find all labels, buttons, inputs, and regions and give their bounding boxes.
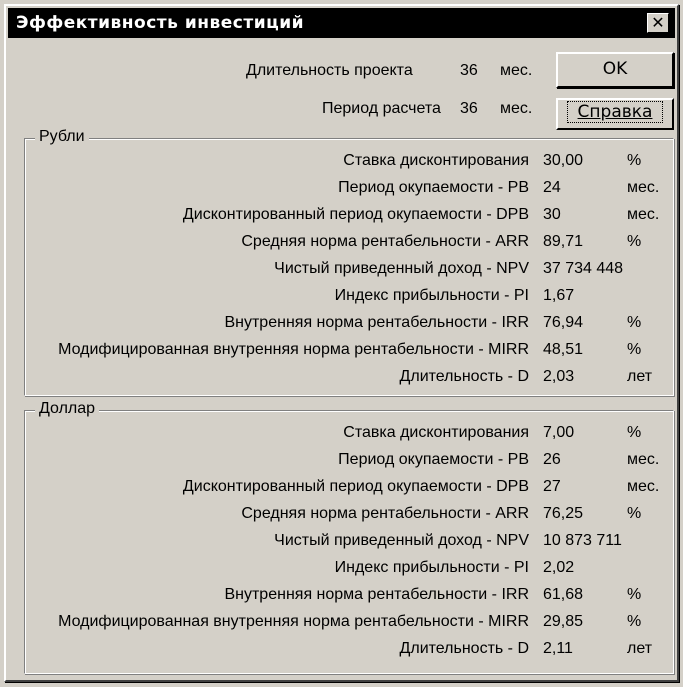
metric-row bbox=[25, 311, 675, 338]
metric-value: 24 bbox=[543, 179, 561, 196]
metric-value: 30 bbox=[543, 206, 561, 223]
metric-label: Дисконтированный период окупаемости - DPB bbox=[182, 206, 529, 223]
metric-row bbox=[25, 230, 675, 257]
metric-label: Модифицированная внутренняя норма рентабельности - MIRR bbox=[58, 613, 529, 630]
metric-label: Ставка дисконтирования bbox=[343, 152, 529, 169]
metric-unit: % bbox=[627, 314, 642, 331]
dialog-title: Эффективность инвестиций bbox=[16, 13, 305, 33]
metric-row bbox=[25, 475, 675, 502]
ok-button[interactable]: OK bbox=[556, 52, 674, 88]
metric-value: 2,11 bbox=[543, 640, 573, 657]
calc-period-label: Период расчета bbox=[322, 100, 441, 117]
calc-period-unit: мес. bbox=[500, 100, 533, 117]
metric-unit: мес. bbox=[627, 451, 660, 468]
metric-unit: % bbox=[627, 586, 642, 603]
metric-row bbox=[25, 149, 675, 176]
metric-label: Внутренняя норма рентабельности - IRR bbox=[224, 586, 529, 603]
metric-value: 76,94 bbox=[543, 314, 584, 331]
metric-label: Средняя норма рентабельности - ARR bbox=[241, 233, 529, 250]
metric-row bbox=[25, 365, 675, 392]
metric-label: Средняя норма рентабельности - ARR bbox=[241, 505, 529, 522]
calc-period-value: 36 bbox=[460, 100, 478, 117]
close-icon: ✕ bbox=[651, 13, 665, 32]
metric-value: 89,71 bbox=[543, 233, 584, 250]
metric-row bbox=[25, 176, 675, 203]
metric-label: Дисконтированный период окупаемости - DPB bbox=[182, 478, 529, 495]
metric-value: 26 bbox=[543, 451, 561, 468]
metric-unit: % bbox=[627, 152, 642, 169]
metric-unit: мес. bbox=[627, 206, 660, 223]
project-duration-label: Длительность проекта bbox=[246, 62, 413, 79]
metric-unit: % bbox=[627, 341, 642, 358]
metric-value: 7,00 bbox=[543, 424, 575, 441]
metric-value: 29,85 bbox=[543, 613, 584, 630]
metric-unit: % bbox=[627, 233, 642, 250]
metric-label: Длительность - D bbox=[399, 640, 529, 657]
metric-row bbox=[25, 257, 675, 284]
metric-label: Индекс прибыльности - PI bbox=[334, 559, 529, 576]
metric-label: Чистый приведенный доход - NPV bbox=[274, 260, 529, 277]
metric-label: Чистый приведенный доход - NPV bbox=[274, 532, 529, 549]
metric-row bbox=[25, 529, 675, 556]
metric-value: 1,67 bbox=[543, 287, 575, 304]
help-button[interactable] bbox=[556, 98, 674, 130]
rubles-group bbox=[24, 128, 674, 396]
metric-row bbox=[25, 502, 675, 529]
metric-value: 27 bbox=[543, 478, 561, 495]
metric-unit: % bbox=[627, 613, 642, 630]
metric-label: Индекс прибыльности - PI bbox=[334, 287, 529, 304]
metric-label: Модифицированная внутренняя норма рентабельности - MIRR bbox=[58, 341, 529, 358]
metric-row bbox=[25, 583, 675, 610]
metric-unit: % bbox=[627, 424, 642, 441]
metric-row bbox=[25, 556, 675, 583]
metric-value: 76,25 bbox=[543, 505, 584, 522]
metric-unit: лет bbox=[627, 640, 653, 657]
metric-row bbox=[25, 284, 675, 311]
metric-value: 2,02 bbox=[543, 559, 575, 576]
metric-row bbox=[25, 637, 675, 664]
metric-row bbox=[25, 610, 675, 637]
project-duration-value: 36 bbox=[460, 62, 478, 79]
metric-value: 48,51 bbox=[543, 341, 584, 358]
close-button[interactable] bbox=[647, 13, 669, 33]
title-bar[interactable] bbox=[8, 8, 675, 38]
metric-label: Период окупаемости - PB bbox=[338, 451, 529, 468]
metric-label: Ставка дисконтирования bbox=[343, 424, 529, 441]
metric-row bbox=[25, 448, 675, 475]
metric-label: Период окупаемости - PB bbox=[338, 179, 529, 196]
metric-value: 30,00 bbox=[543, 152, 584, 169]
metric-value: 37 734 448 bbox=[543, 260, 624, 277]
metric-row bbox=[25, 421, 675, 448]
metric-unit: % bbox=[627, 505, 642, 522]
metric-unit: лет bbox=[627, 368, 653, 385]
metric-label: Внутренняя норма рентабельности - IRR bbox=[224, 314, 529, 331]
metric-value: 10 873 711 bbox=[543, 532, 622, 549]
metric-unit: мес. bbox=[627, 179, 660, 196]
metric-row bbox=[25, 338, 675, 365]
project-duration-unit: мес. bbox=[500, 62, 533, 79]
metric-label: Длительность - D bbox=[399, 368, 529, 385]
metric-value: 61,68 bbox=[543, 586, 584, 603]
metric-value: 2,03 bbox=[543, 368, 575, 385]
help-button-label: Справка bbox=[567, 101, 664, 123]
dollar-group bbox=[24, 400, 674, 674]
metric-unit: мес. bbox=[627, 478, 660, 495]
rubles-group-label: Рубли bbox=[35, 128, 89, 146]
investment-efficiency-dialog bbox=[4, 4, 679, 682]
dollar-group-label: Доллар bbox=[35, 400, 99, 418]
metric-row bbox=[25, 203, 675, 230]
